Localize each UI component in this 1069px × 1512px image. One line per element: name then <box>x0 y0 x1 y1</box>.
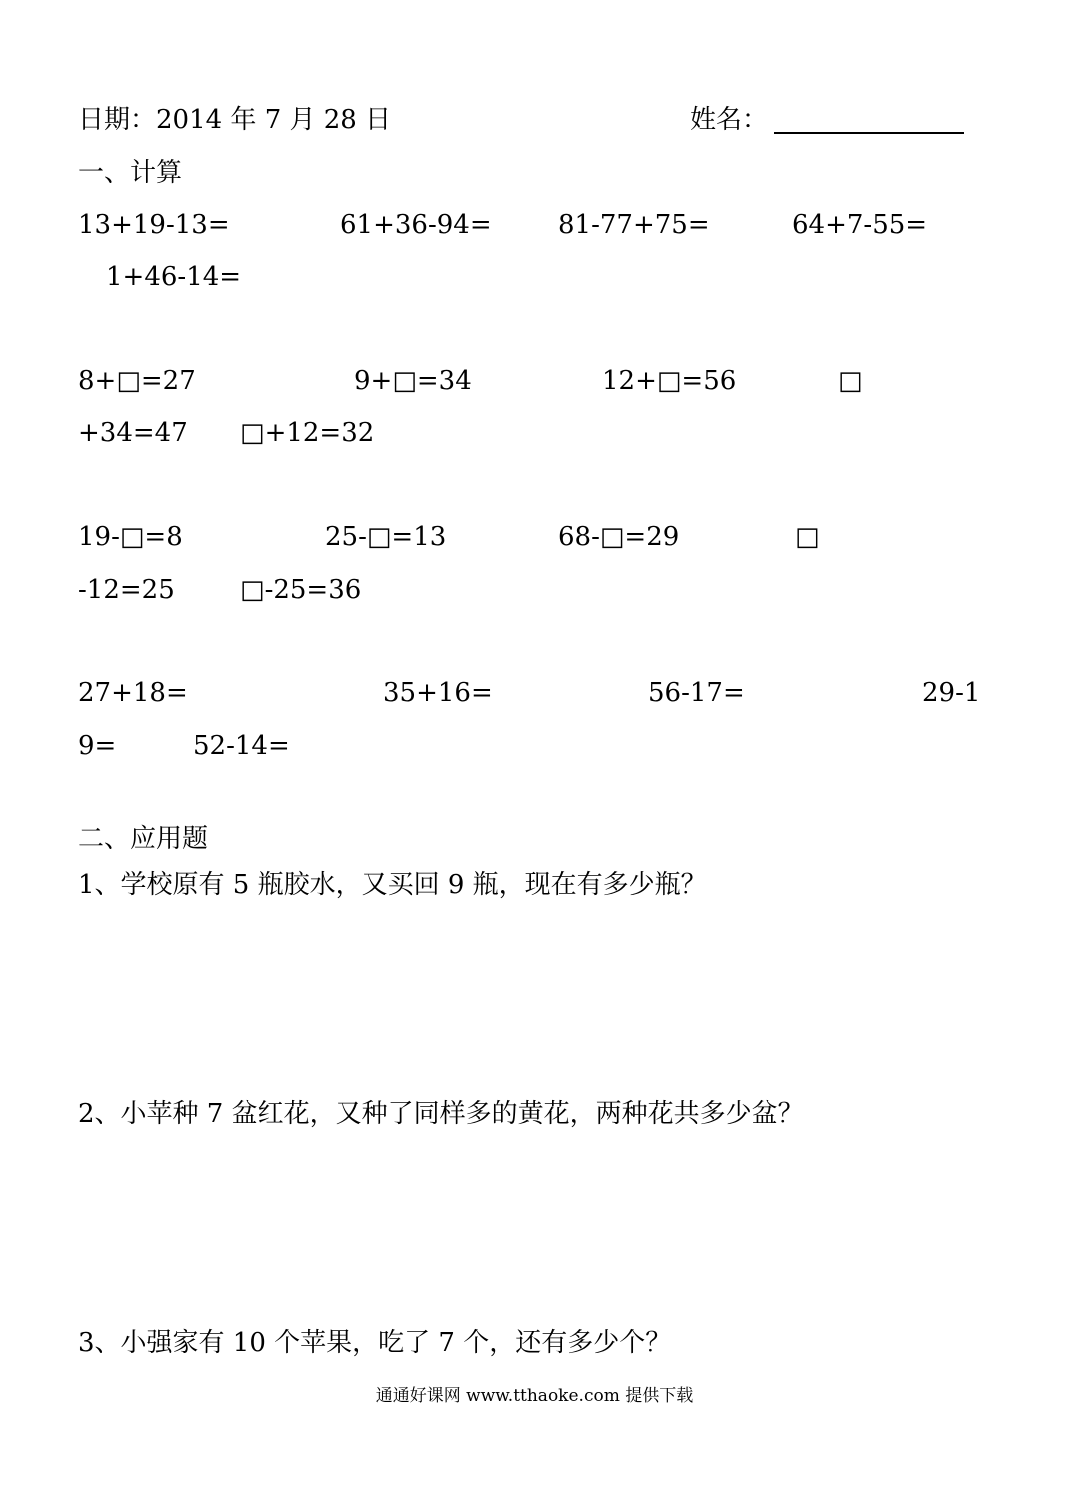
problem: □-25=36 <box>240 575 362 605</box>
problem: 81-77+75= <box>558 210 710 240</box>
problem: 25-□=13 <box>325 522 447 552</box>
problem: 64+7-55= <box>792 210 928 240</box>
problem: 12+□=56 <box>602 366 737 396</box>
section-2-title: 二、应用题 <box>78 824 209 854</box>
problem: 19-□=8 <box>78 522 183 552</box>
problem: 27+18= <box>78 678 188 708</box>
problem-fragment: 29-1 <box>922 678 981 708</box>
word-problem-1: 1、学校原有 5 瓶胶水，又买回 9 瓶，现在有多少瓶？ <box>78 870 707 900</box>
problem-fragment: -12=25 <box>78 575 175 605</box>
problem-fragment: +34=47 <box>78 418 188 448</box>
problem: 52-14= <box>193 731 290 761</box>
problem-fragment: 9= <box>78 731 117 761</box>
date-line: 日期：2014 年 7 月 28 日 <box>78 105 392 135</box>
problem: 9+□=34 <box>354 366 472 396</box>
problem: 1+46-14= <box>106 262 242 292</box>
footer-credit: 通通好课网 www.tthaoke.com 提供下载 <box>375 1386 694 1406</box>
problem: 68-□=29 <box>558 522 680 552</box>
word-problem-3: 3、小强家有 10 个苹果，吃了 7 个，还有多少个？ <box>78 1328 672 1358</box>
problem: 13+19-13= <box>78 210 230 240</box>
name-blank-line <box>774 132 964 134</box>
section-1-title: 一、计算 <box>78 158 183 188</box>
problem: 8+□=27 <box>78 366 196 396</box>
name-label: 姓名： <box>690 105 769 135</box>
problem: 61+36-94= <box>340 210 492 240</box>
problem: □+12=32 <box>240 418 375 448</box>
problem-box-fragment: □ <box>795 522 820 552</box>
problem: 35+16= <box>383 678 493 708</box>
problem-box-fragment: □ <box>838 366 863 396</box>
word-problem-2: 2、小苹种 7 盆红花，又种了同样多的黄花，两种花共多少盆？ <box>78 1099 804 1129</box>
problem: 56-17= <box>648 678 745 708</box>
